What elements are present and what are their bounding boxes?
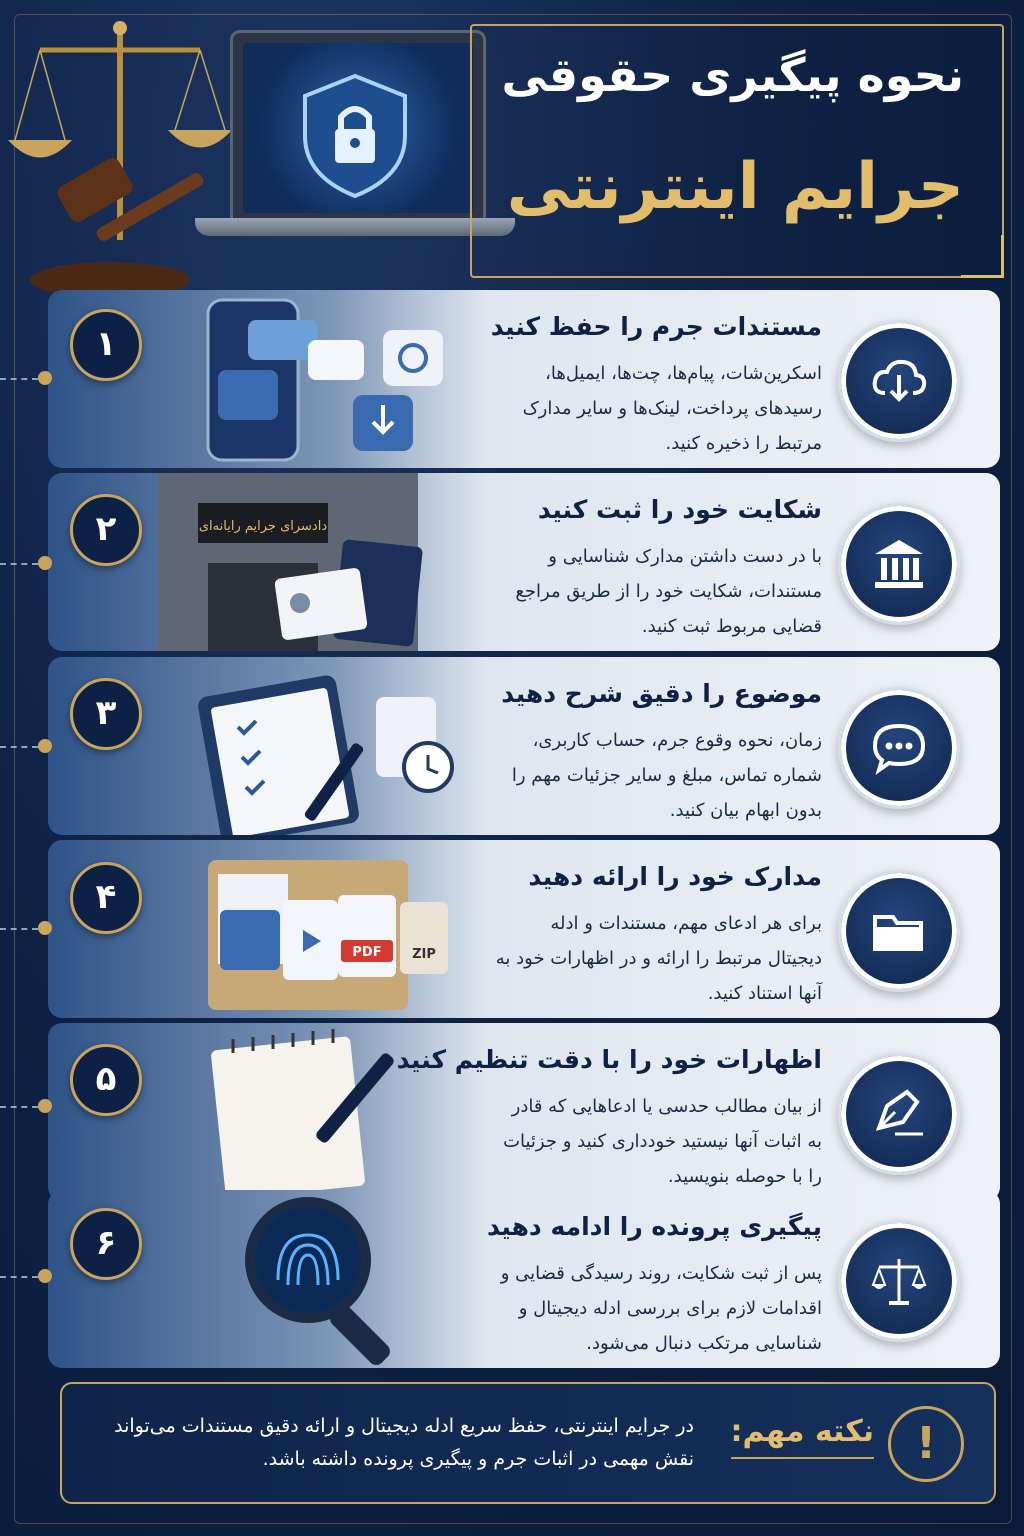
connector-line — [0, 1106, 38, 1108]
step-title: مدارک خود را ارائه دهید — [528, 862, 822, 891]
laptop-base — [195, 218, 515, 236]
pen-nib-icon — [838, 1053, 960, 1175]
hero-banner — [0, 0, 1024, 290]
step-card-6 — [48, 1190, 1000, 1368]
magnifier-fingerprint-illustration — [138, 1190, 518, 1368]
page-title-line2: جرایم اینترنتی — [506, 150, 964, 224]
step-card-5 — [48, 1023, 1000, 1201]
courthouse-icon — [838, 503, 960, 625]
connector-line — [0, 378, 38, 380]
connector-dot — [38, 921, 52, 935]
important-note-box — [60, 1382, 996, 1504]
step-text: اسکرین‌شات، پیام‌ها، چت‌ها، ایمیل‌ها، رسیدهای پرداخت، لینک‌ها و سایر مدارک مرتبط را ذخیره کنید. — [522, 363, 822, 454]
step-number-1: ۱ — [70, 309, 142, 381]
note-text: در جرایم اینترنتی، حفظ سریع ادله دیجیتال و ارائه دقیق مستندات می‌تواند نقش مهمی در اثبات جرم و پیگیری پرونده داشته باشد. — [114, 1415, 694, 1470]
pdf-label: PDF — [352, 945, 382, 960]
step-number-3: ۳ — [70, 678, 142, 750]
step-card-2 — [48, 473, 1000, 651]
clipboard-checklist-illustration — [138, 657, 518, 835]
step-card-1 — [48, 290, 1000, 468]
step-text: پس از ثبت شکایت، روند رسیدگی قضایی و اقدامات لازم برای بررسی ادله دیجیتال و شناسایی مرتکب دنبال می‌شود. — [500, 1263, 822, 1354]
chat-bubble-icon — [838, 687, 960, 809]
connector-dot — [38, 1269, 52, 1283]
step-number-4: ۴ — [70, 862, 142, 934]
step-title: اظهارات خود را با دقت تنظیم کنید — [396, 1045, 822, 1074]
page-title-line1: نحوه پیگیری حقوقی — [501, 48, 964, 102]
phone-messages-illustration — [138, 290, 518, 468]
step-title: پیگیری پرونده را ادامه دهید — [486, 1212, 822, 1241]
connector-line — [0, 746, 38, 748]
connector-line — [0, 563, 38, 565]
laptop-illustration — [230, 30, 486, 226]
note-label: نکته مهم: — [731, 1414, 875, 1459]
connector-dot — [38, 1099, 52, 1113]
step-text: از بیان مطالب حدسی یا ادعاهایی که قادر به اثبات آنها نیستید خودداری کنید و جزئیات را با حوصله بنویسید. — [503, 1096, 822, 1187]
shield-lock-icon — [295, 71, 415, 201]
cloud-download-icon — [838, 320, 960, 442]
step-text: زمان، نحوه وقوع جرم، حساب کاربری، شماره تماس، مبلغ و سایر جزئیات مهم را بدون ابهام بیان کنید. — [511, 730, 822, 821]
step-card-4 — [48, 840, 1000, 1018]
step-title: مستندات جرم را حفظ کنید — [490, 312, 822, 341]
connector-dot — [38, 739, 52, 753]
connector-dot — [38, 371, 52, 385]
connector-line — [0, 928, 38, 930]
folder-files-illustration — [138, 840, 518, 1018]
justice-scales-gavel-illustration — [0, 10, 230, 300]
connector-dot — [38, 556, 52, 570]
step-number-2: ۲ — [70, 494, 142, 566]
step-card-3 — [48, 657, 1000, 835]
exclamation-icon: ! — [888, 1406, 964, 1482]
court-sign: دادسرای جرایم رایانه‌ای — [198, 519, 328, 534]
folder-icon — [838, 870, 960, 992]
step-number-5: ۵ — [70, 1044, 142, 1116]
connector-line — [0, 1276, 38, 1278]
scales-icon — [838, 1220, 960, 1342]
step-text: با در دست داشتن مدارک شناسایی و مستندات، شکایت خود را از طریق مراجع قضایی مربوط ثبت کنید. — [515, 546, 822, 637]
step-title: شکایت خود را ثبت کنید — [537, 495, 822, 524]
zip-label: ZIP — [412, 947, 436, 962]
step-number-6: ۶ — [70, 1208, 142, 1280]
courthouse-documents-illustration — [138, 473, 518, 651]
step-text: برای هر ادعای مهم، مستندات و ادله دیجیتال مرتبط را ارائه و در اظهارات خود به آنها استناد کنید. — [495, 913, 822, 1004]
step-title: موضوع را دقیق شرح دهید — [501, 679, 822, 708]
